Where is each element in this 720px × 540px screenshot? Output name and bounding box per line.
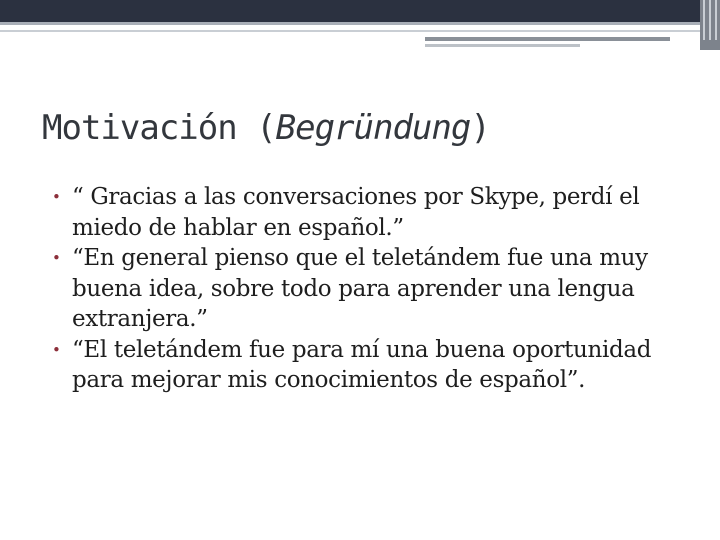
- header-line: [0, 22, 720, 25]
- corner-stripe: [703, 0, 705, 40]
- bullet-item: [50, 335, 690, 396]
- bullet-text: “En general pienso que el teletándem fue una muy buena idea, sobre todo para aprender una lengua extranjera.”: [72, 245, 648, 332]
- bullet-list: [50, 182, 690, 396]
- title-main: Motivación (: [42, 108, 276, 148]
- bullet-text: “ Gracias a las conversaciones por Skype, perdí el miedo de hablar en español.”: [72, 184, 640, 241]
- accent-bar: [425, 37, 670, 41]
- bullet-dot-icon: •: [52, 249, 61, 267]
- title-emphasis: Begründung: [275, 108, 471, 148]
- bullet-text: “El teletándem fue para mí una buena oportunidad para mejorar mis conocimientos de español”.: [72, 336, 652, 393]
- bullet-dot-icon: •: [52, 188, 61, 206]
- bullet-item: [50, 243, 690, 335]
- header-bar: [0, 0, 720, 22]
- title-end: ): [470, 108, 490, 148]
- corner-stripe: [715, 0, 717, 40]
- accent-bar-thin: [425, 44, 580, 47]
- corner-stripe: [709, 0, 711, 40]
- bullet-dot-icon: •: [52, 340, 61, 359]
- header-line-light: [0, 30, 720, 32]
- slide-title: [42, 108, 490, 148]
- bullet-item: [50, 182, 690, 243]
